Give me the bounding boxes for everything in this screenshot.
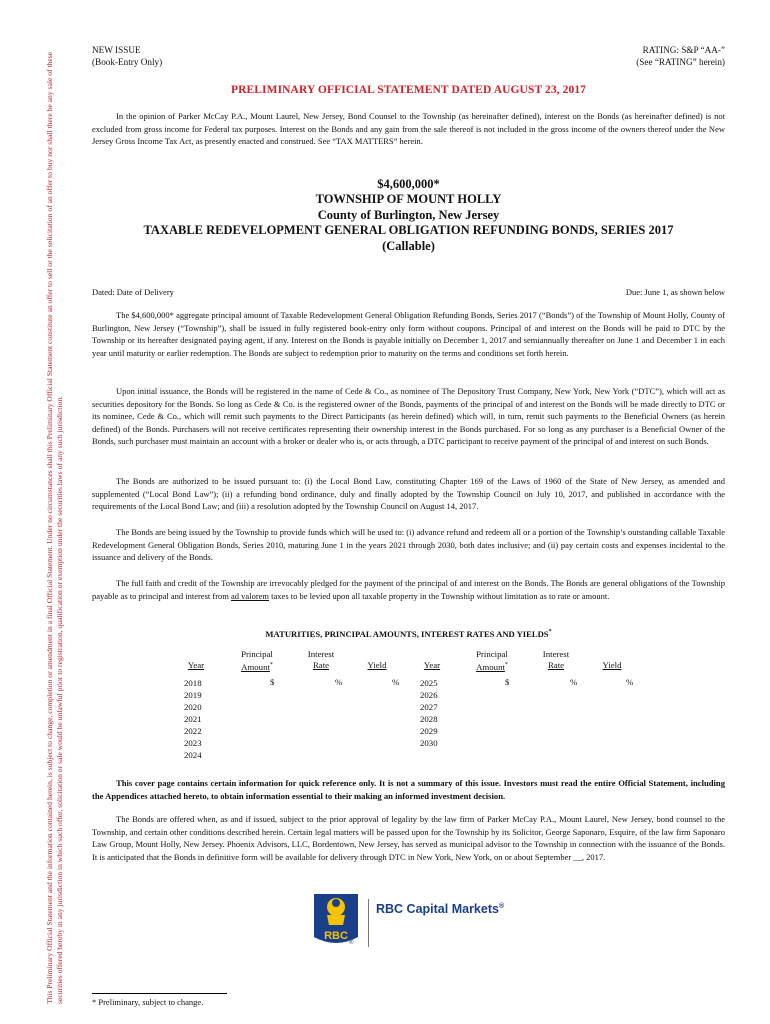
header-yield-right: Yield [602, 660, 622, 670]
dated-label: Dated: Date of Delivery [92, 287, 174, 297]
footnote-rule [92, 993, 227, 994]
header-yield-left: Yield [367, 660, 387, 670]
percent-rate-left: % [335, 677, 343, 687]
percent-yield-right: % [626, 677, 634, 687]
maturities-title-text: MATURITIES, PRINCIPAL AMOUNTS, INTEREST RATES AND YIELDS [265, 629, 549, 639]
faith-text-end: taxes to be levied upon all taxable property in the Township without limitation as to rate or amount. [269, 590, 610, 601]
maturity-year: 2019 [184, 690, 202, 700]
ad-valorem-term: ad valorem [231, 590, 270, 601]
rating-info [636, 44, 725, 68]
bond-title-block [92, 177, 725, 254]
left-years-column [184, 677, 202, 761]
maturity-year: 2030 [420, 738, 438, 748]
right-years-column [420, 677, 438, 749]
paragraph-full-faith [92, 577, 725, 602]
header-year-right: Year [423, 660, 441, 670]
header-year-left: Year [187, 660, 205, 670]
quick-reference-notice: This cover page contains certain information for quick reference only. It is not a summary of this issue. Investors must read the entire Official Statement, including the Appendices attached hereto, to obtain information essential to their making an informed investment decision. [92, 778, 725, 801]
callable-label: (Callable) [382, 238, 435, 253]
county-name: County of Burlington, New Jersey [317, 207, 500, 222]
bond-counsel-opinion: In the opinion of Parker McCay P.A., Mount Laurel, New Jersey, Bond Counsel to the Township (as hereinafter defined), interest on the Bonds (as hereinafter defined) is not excluded from gross income for Federal tax purposes. Interest on the Bonds and any gain from the sale thereof is not included in the gross income of the owners thereof under the New Jersey Gross Income Tax Act, as presently enacted and construed. See “TAX MATTERS” herein. [92, 111, 725, 146]
dollar-sign-left: $ [270, 677, 275, 687]
logo-divider [368, 899, 369, 947]
percent-rate-right: % [570, 677, 578, 687]
maturity-year: 2023 [184, 738, 202, 748]
rating-reference: (See “RATING” herein) [636, 57, 725, 67]
maturity-year: 2020 [184, 702, 202, 712]
footnote-preliminary: * Preliminary, subject to change. [92, 997, 204, 1007]
paragraph-offering: The Bonds are offered when, as and if issued, subject to the prior approval of legality by the law firm of Parker McCay P.A., Mount Laurel, New Jersey, bond counsel to the Township, and certain other conditions described herein. Certain legal matters will be passed upon for the Township by its Solicitor, George Saponaro, Esquire, of the law firm Saponaro Law Group, Mount Holly, New Jersey. Phoenix Advisors, LLC, Bordentown, New Jersey, has served as municipal advisor to the Township in connection with the issuance of the Bonds. It is anticipated that the Bonds in definitive form will be available for delivery through DTC in New York, New York, on or about September __, 2017. [92, 814, 725, 862]
dated-due-line [92, 287, 725, 297]
maturity-year: 2027 [420, 702, 438, 712]
header-rate-left: Interest Rate [307, 649, 335, 670]
book-entry-label: (Book-Entry Only) [92, 57, 163, 67]
rbc-shield-text: RBC [324, 930, 348, 942]
new-issue-label: NEW ISSUE [92, 45, 141, 55]
maturity-year: 2025 [420, 678, 438, 688]
header-principal-right: Principal Amount* [476, 649, 508, 672]
rating-label: RATING: S&P “AA-” [642, 45, 725, 55]
issuer-name: TOWNSHIP OF MOUNT HOLLY [315, 192, 502, 207]
due-label: Due: June 1, as shown below [625, 287, 725, 297]
maturity-year: 2026 [420, 690, 438, 700]
maturity-year: 2021 [184, 714, 202, 724]
maturity-year: 2028 [420, 714, 438, 724]
rbc-logo [312, 893, 512, 953]
header-principal-left: Principal Amount* [241, 649, 273, 672]
maturity-year: 2022 [184, 726, 202, 736]
paragraph-dtc: Upon initial issuance, the Bonds will be registered in the name of Cede & Co., as nominee of The Depository Trust Company, New York, New York (“DTC”), which will act as securities depository for the Bonds. So long as Cede & Co. is the registered owner of the Bonds, payments of the principal of and interest on the Bonds will be made directly to DTC or its nominee, Cede & Co., which will remit such payments to the Direct Participants (as herein defined) which will, in turn, remit such payments to the Beneficial Owners (as herein defined) of the Bonds. Purchasers will not receive certificates representing their ownership interest in the Bonds purchased. For so long as any purchaser is a Beneficial Owner of the Bonds, such purchaser must maintain an account with a broker or dealer who is, or acts through, a DTC participant to receive payment of the principal of and interest on such Bonds. [92, 386, 725, 446]
paragraph-bonds-description: The $4,600,000* aggregate principal amount of Taxable Redevelopment General Obligation Refunding Bonds, Series 2017 (“Bonds”) of the Township of Mount Holly, County of Burlington, New Jersey (“Township”), shall be issued in fully registered book-entry only form without coupons. Principal of and interest on the Bonds will be paid to DTC by the Township or its hereafter designated paying agent, if any. Interest on the Bonds is payable initially on December 1, 2017 and semiannually thereafter on June 1 and December 1 in each year until maturity or earlier redemption. The Bonds are subject to redemption prior to maturity on the terms and conditions set forth herein. [92, 310, 725, 358]
dollar-sign-right: $ [505, 677, 510, 687]
preliminary-title: PRELIMINARY OFFICIAL STATEMENT DATED AUGUST 23, 2017 [230, 84, 587, 96]
rbc-capital-markets-name: RBC Capital Markets® [376, 902, 505, 916]
percent-yield-left: % [392, 677, 400, 687]
bond-amount: $4,600,000* [377, 177, 440, 191]
side-disclaimer: This Preliminary Official Statement and the information contained herein, is subject to change, completion or amendment in a final Official Statement. Under no circumstances shall this Preliminary Official Statement constitute an offer to sell or the solicitation of an offer to buy nor shall there be any sale of these securities offered hereby in any jurisdiction in which such offer, solicitation or sale would be unlawful prior to registration, qualification or exemption under the securities laws of any such jurisdiction. [45, 51, 64, 1004]
maturities-title-mark: * [548, 629, 552, 636]
rbc-shield-registered: ® [349, 940, 354, 946]
faith-text-start: The full faith and credit of the Township are irrevocably pledged for the payment of the principal of and interest on the Bonds. The Bonds are general obligations of the Township payable as to principal and interest from [92, 578, 725, 601]
maturities-title [92, 629, 725, 639]
rbc-shield-icon [312, 893, 362, 947]
paragraph-authorization: The Bonds are authorized to be issued pursuant to: (i) the Local Bond Law, constituting Chapter 169 of the Laws of 1960 of the State of New Jersey, as amended and supplemented (“Local Bond Law”); (ii) a refunding bond ordinance, duly and finally adopted by the Township Council on July 10, 2017, and published in accordance with the requirements of the Local Bond Law; and (iii) a resolution adopted by the Township Council on August 14, 2017. [92, 476, 725, 511]
paragraph-purpose: The Bonds are being issued by the Township to provide funds which will be used to: (i) advance refund and redeem all or a portion of the Township’s outstanding callable Taxable Redevelopment General Obligation Bonds, Series 2010, maturing June 1 in the years 2021 through 2030, both dates inclusive; and (ii) pay certain costs and expenses incidental to the issuance and delivery of the Bonds. [92, 527, 725, 562]
maturity-year: 2024 [184, 750, 202, 760]
bond-series: TAXABLE REDEVELOPMENT GENERAL OBLIGATION REFUNDING BONDS, SERIES 2017 [143, 223, 674, 238]
maturity-year: 2018 [184, 678, 202, 688]
issue-info [92, 44, 162, 68]
header-rate-right: Interest Rate [542, 649, 570, 670]
maturity-year: 2029 [420, 726, 438, 736]
